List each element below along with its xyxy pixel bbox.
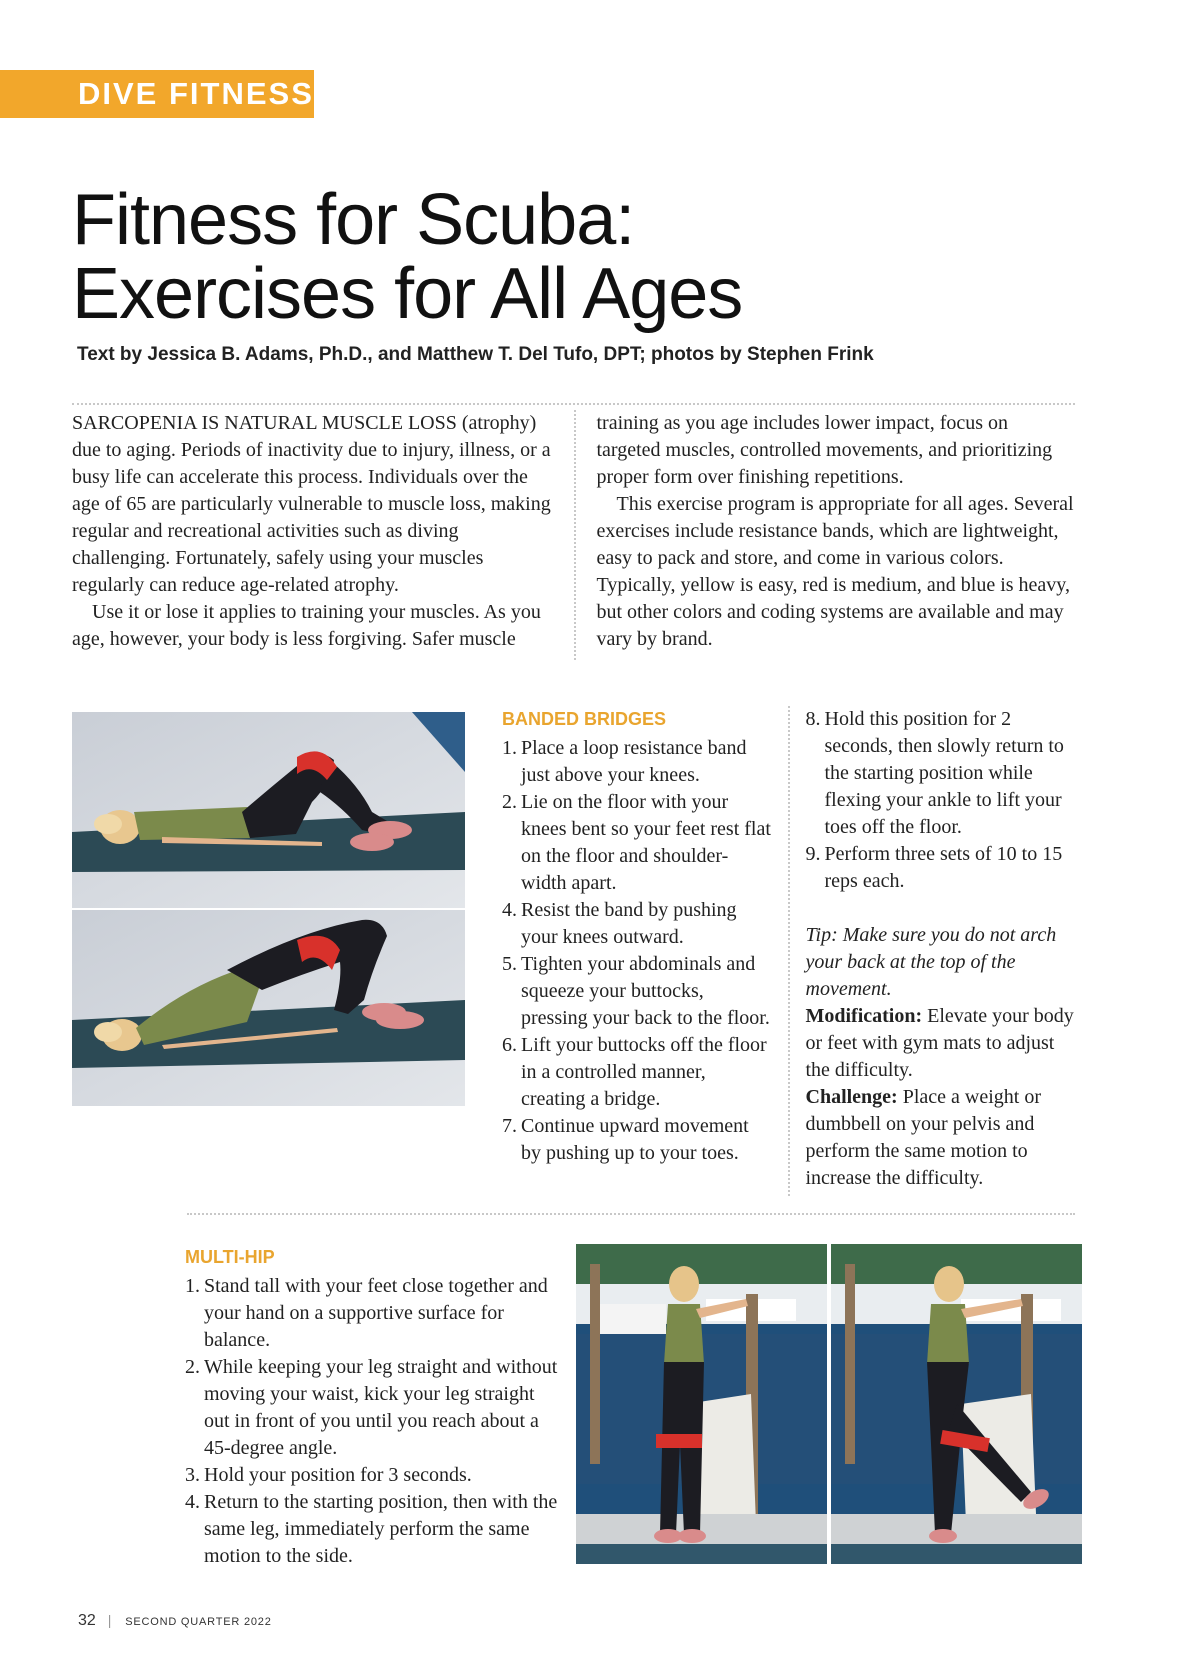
divider-top	[72, 403, 1075, 405]
step-item: 4. Resist the band by pushing your knees outward.	[502, 899, 737, 948]
title-line-2: Exercises for All Ages	[72, 254, 743, 334]
step-item: 2. Lie on the floor with your knees bent so your feet rest flat on the floor and shoulder-width apart.	[502, 791, 771, 894]
challenge-text: Challenge: Place a weight or dumbbell on your pelvis and perform the same motion to increase the difficulty.	[805, 1086, 1041, 1189]
issue-label: SECOND QUARTER 2022	[125, 1616, 272, 1628]
step-item: 1. Place a loop resistance band just above your knees.	[502, 737, 747, 786]
step-item: 6. Lift your buttocks off the floor in a controlled manner, creating a bridge.	[502, 1034, 767, 1110]
step-item: 2. While keeping your leg straight and without moving your waist, kick your leg straight out in front of you until you reach about a 45-degree angle.	[185, 1356, 558, 1459]
tip-text: Tip: Make sure you do not arch your back at the top of the movement.	[805, 924, 1057, 1000]
multi-hip-text	[185, 1244, 560, 1570]
step-item: 4. Return to the starting position, then with the same leg, immediately perform the same motion to the side.	[185, 1491, 558, 1567]
banded-bridges-text	[502, 706, 1075, 1196]
step-item: 1. Stand tall with your feet close together and your hand on a supportive surface for balance.	[185, 1275, 548, 1351]
article-title	[72, 180, 743, 334]
multi-hip-start-frame	[576, 1244, 827, 1564]
multi-hip-photo	[576, 1244, 1082, 1564]
step-item: 3. Hold your position for 3 seconds.	[185, 1464, 472, 1486]
divider-middle	[187, 1213, 1075, 1215]
page-number: 32	[78, 1612, 96, 1629]
intro-p1-rest: (atrophy) due to aging. Periods of inactivity due to injury, illness, or a busy life can accelerate this process. Individuals over the age of 65 are particularly vulnerable to muscle loss, making regular and recreational activities such as diving challenging. Fortunately, safely using your muscles regularly can reduce age-related atrophy.	[72, 412, 551, 596]
intro-paragraph-2: Use it or lose it applies to training your muscles. As you age, however, your body is less forgiving. Safer muscle training as you age includes lower impact, focus on targeted muscles, controlled movements, and prioritizing proper form over finishing repetitions.	[72, 412, 1053, 650]
bridge-start-frame	[72, 712, 465, 908]
multi-hip-kick-frame	[831, 1244, 1082, 1564]
intro-paragraph-1	[72, 410, 553, 599]
intro-text	[72, 410, 1077, 660]
page-footer	[78, 1612, 272, 1630]
banded-bridges-heading: BANDED BRIDGES	[502, 709, 667, 729]
step-item: 7. Continue upward movement by pushing up to your toes.	[502, 1115, 749, 1164]
banded-bridges-photo	[72, 712, 465, 1106]
step-item: 9. Perform three sets of 10 to 15 reps each.	[805, 843, 1063, 892]
bridge-top-frame	[72, 910, 465, 1106]
step-item: 5. Tighten your abdominals and squeeze your buttocks, pressing your back to the floor.	[502, 953, 770, 1029]
multi-hip-steps	[185, 1273, 560, 1570]
intro-paragraph-3: This exercise program is appropriate for all ages. Several exercises include resistance bands, which are lightweight, easy to pack and store, and come in various colors. Typically, yellow is easy, red is medium, and blue is heavy, but other colors and coding systems are available and may vary by brand.	[596, 493, 1074, 650]
footer-separator: |	[107, 1612, 112, 1628]
title-line-1: Fitness for Scuba:	[72, 180, 635, 260]
section-tag: DIVE FITNESS	[0, 70, 314, 118]
multi-hip-heading: MULTI-HIP	[185, 1247, 275, 1267]
modification-text: Modification: Elevate your body or feet with gym mats to adjust the difficulty.	[805, 1005, 1074, 1081]
byline: Text by Jessica B. Adams, Ph.D., and Matthew T. Del Tufo, DPT; photos by Stephen Frink	[77, 344, 874, 365]
intro-lead: SARCOPENIA IS NATURAL MUSCLE LOSS	[72, 412, 457, 434]
step-item: 8. Hold this position for 2 seconds, then slowly return to the starting position while flexing your ankle to lift your toes off the floor.	[805, 708, 1064, 838]
